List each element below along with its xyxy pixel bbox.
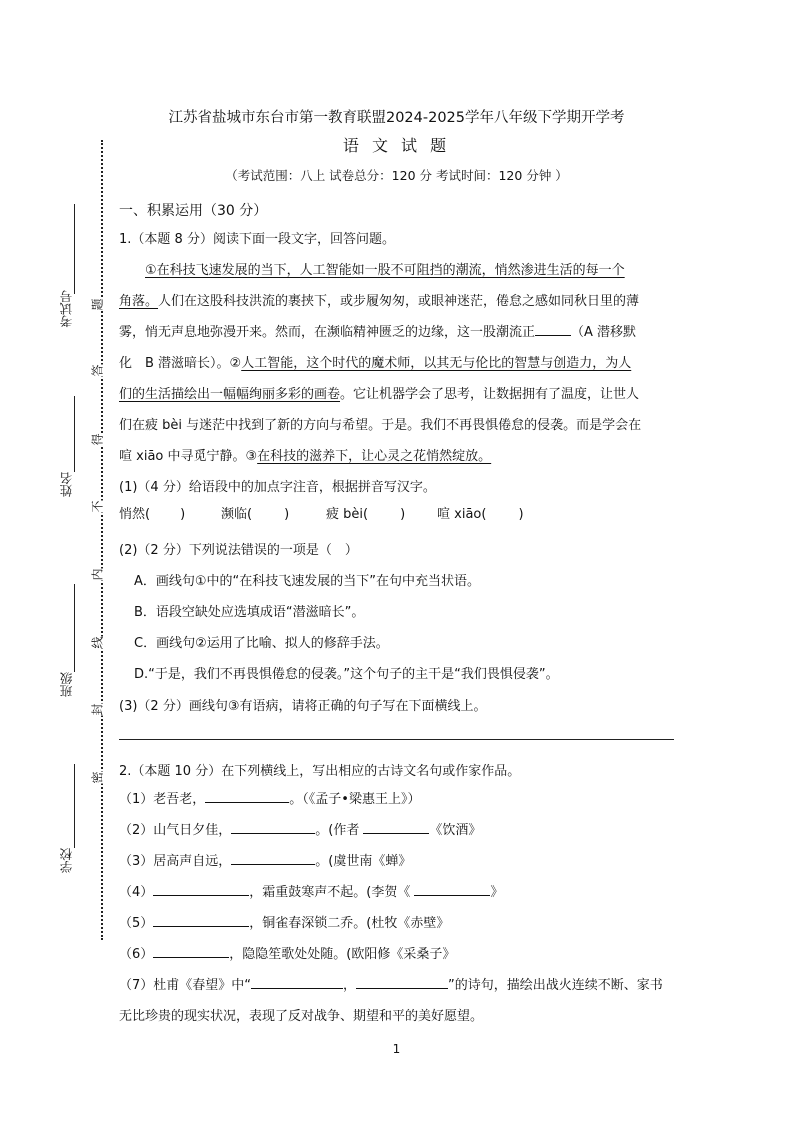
q1-sub1: (1)（4 分）给语段中的加点字注音，根据拼音写汉字。 (119, 480, 436, 495)
seal-char: 得 (88, 433, 107, 445)
seal-char: 密 (88, 771, 107, 783)
q1-sub2: (2)（2 分）下列说法错误的一项是（ ） (119, 543, 358, 558)
section-heading: 一、积累运用（30 分） (119, 203, 268, 219)
poem-item-6: （6） ，隐隐笙歌处处随。(欧阳修《采桑子》 (119, 943, 455, 962)
passage-text: 化 B 潜滋暗长）。② (119, 356, 242, 371)
passage-line-6: 们在疲 bèi 与迷茫中找到了新的方向与希望。于是。我们不再畏惧倦怠的侵袭。而是学会在 (119, 418, 642, 433)
underlined-sentence-1: ①在科技飞速发展的当下，人工智能如一股不可阻挡的潮流，悄然渗进生活的每一个 (145, 263, 625, 278)
class-blank[interactable] (74, 584, 75, 672)
seal-char: 内 (88, 568, 107, 580)
poem-item-7: （7）杜甫《春望》中“ ， ”的诗句，描绘出战火连续不断、家书 (119, 974, 663, 993)
passage-line-5 (119, 383, 639, 402)
poem-item-5: （5） ，铜雀春深锁二乔。(杜牧《赤壁》 (119, 912, 449, 931)
underlined-sentence-3: 在科技的滋养下，让心灵之花悄然绽放。 (257, 449, 492, 464)
pinyin-item-2[interactable]: 濒临( ) (221, 507, 290, 522)
passage-text: 喧 xiāo 中寻觅宁静。③ (119, 449, 258, 464)
poem-item-1: （1）老吾老， 。（《孟子•梁惠王上》） (119, 788, 420, 807)
exam-title: 江苏省盐城市东台市第一教育联盟2024-2025学年八年级下学期开学考 (168, 110, 625, 126)
exam-number-label: 考试号 (59, 290, 74, 328)
option-b[interactable]: B．语段空缺处应选填成语“潜滋暗长”。 (134, 605, 365, 620)
poem-blank[interactable] (251, 975, 343, 989)
subject-title: 语 文 试 题 (342, 136, 451, 155)
underlined-sentence-2-end: 们的生活描绘出一幅幅绚丽多彩的画卷 (119, 387, 341, 402)
answer-line[interactable] (119, 739, 674, 740)
binding-dotted-line (101, 140, 103, 940)
char-item-1[interactable]: 疲 bèi( ) (326, 507, 406, 522)
title-blank[interactable] (414, 882, 490, 896)
poem-item-7-cont: 无比珍贵的现实状况，表现了反对战争、期望和平的美好愿望。 (119, 1009, 484, 1024)
page-number: 1 (392, 1042, 401, 1056)
passage-text: 。它让机器学会了思考，让数据拥有了温度，让世人 (340, 387, 640, 402)
seal-char: 封 (88, 703, 107, 715)
underlined-sentence-1-end: 角落。 (119, 294, 159, 309)
exam-number-blank[interactable] (74, 204, 75, 294)
passage-line-1 (119, 259, 625, 278)
seal-char: 不 (88, 500, 107, 512)
poem-blank[interactable] (153, 882, 249, 896)
pinyin-item-1[interactable]: 悄然( ) (119, 507, 186, 522)
q1-sub3: (3)（2 分）画线句③有语病，请将正确的句子写在下面横线上。 (119, 699, 487, 714)
idiom-blank[interactable] (535, 322, 571, 336)
name-blank[interactable] (74, 396, 75, 472)
option-c[interactable]: C．画线句②运用了比喻、拟人的修辞手法。 (134, 636, 389, 651)
poem-blank[interactable] (153, 913, 249, 927)
idiom-options: （A 潜移默 (571, 325, 637, 340)
poem-item-2: （2）山气日夕佳， 。(作者 《饮酒》 (119, 819, 481, 838)
exam-info: （考试范围：八上 试卷总分：120 分 考试时间：120 分钟 ） (225, 168, 568, 183)
char-item-2[interactable]: 喧 xiāo( ) (437, 507, 524, 522)
poem-blank[interactable] (153, 944, 229, 958)
seal-char: 答 (88, 364, 107, 376)
poem-blank[interactable] (356, 975, 448, 989)
poem-blank[interactable] (205, 789, 289, 803)
poem-blank[interactable] (231, 820, 315, 834)
poem-blank[interactable] (231, 851, 315, 865)
underlined-sentence-2: 人工智能，这个时代的魔术师，以其无与伦比的智慧与创造力，为人 (241, 356, 632, 371)
q1-stem: 1.（本题 8 分）阅读下面一段文字，回答问题。 (119, 232, 395, 247)
passage-text: 人们在这股科技洪流的裹挟下，或步履匆匆，或眼神迷茫，倦怠之感如同秋日里的薄 (158, 294, 640, 309)
poem-item-3: （3）居高声自远， 。(虞世南《蝉》 (119, 850, 411, 869)
passage-line-3 (119, 321, 636, 340)
q2-stem: 2.（本题 10 分）在下列横线上，写出相应的古诗文名句或作家作品。 (119, 764, 521, 779)
class-label: 班级 (59, 672, 74, 697)
name-label: 姓名 (59, 472, 74, 497)
seal-char: 题 (88, 298, 107, 310)
indent (119, 263, 145, 278)
passage-line-4 (119, 352, 631, 371)
school-label: 学校 (59, 848, 74, 873)
passage-text: 雾，悄无声息地弥漫开来。然而，在濒临精神匮乏的边缘，这一股潮流正 (119, 325, 536, 340)
poem-item-4: （4） ，霜重鼓寒声不起。(李贺《 》 (119, 881, 503, 900)
author-blank[interactable] (363, 820, 429, 834)
passage-line-2 (119, 290, 639, 309)
passage-line-7 (119, 445, 491, 464)
school-blank[interactable] (74, 764, 75, 848)
option-a[interactable]: A．画线句①中的“在科技飞速发展的当下”在句中充当状语。 (134, 574, 481, 589)
seal-char: 线 (88, 636, 107, 648)
option-d[interactable]: D.“于是，我们不再畏惧倦怠的侵袭。”这个句子的主干是“我们畏惧侵袭”。 (134, 667, 559, 682)
